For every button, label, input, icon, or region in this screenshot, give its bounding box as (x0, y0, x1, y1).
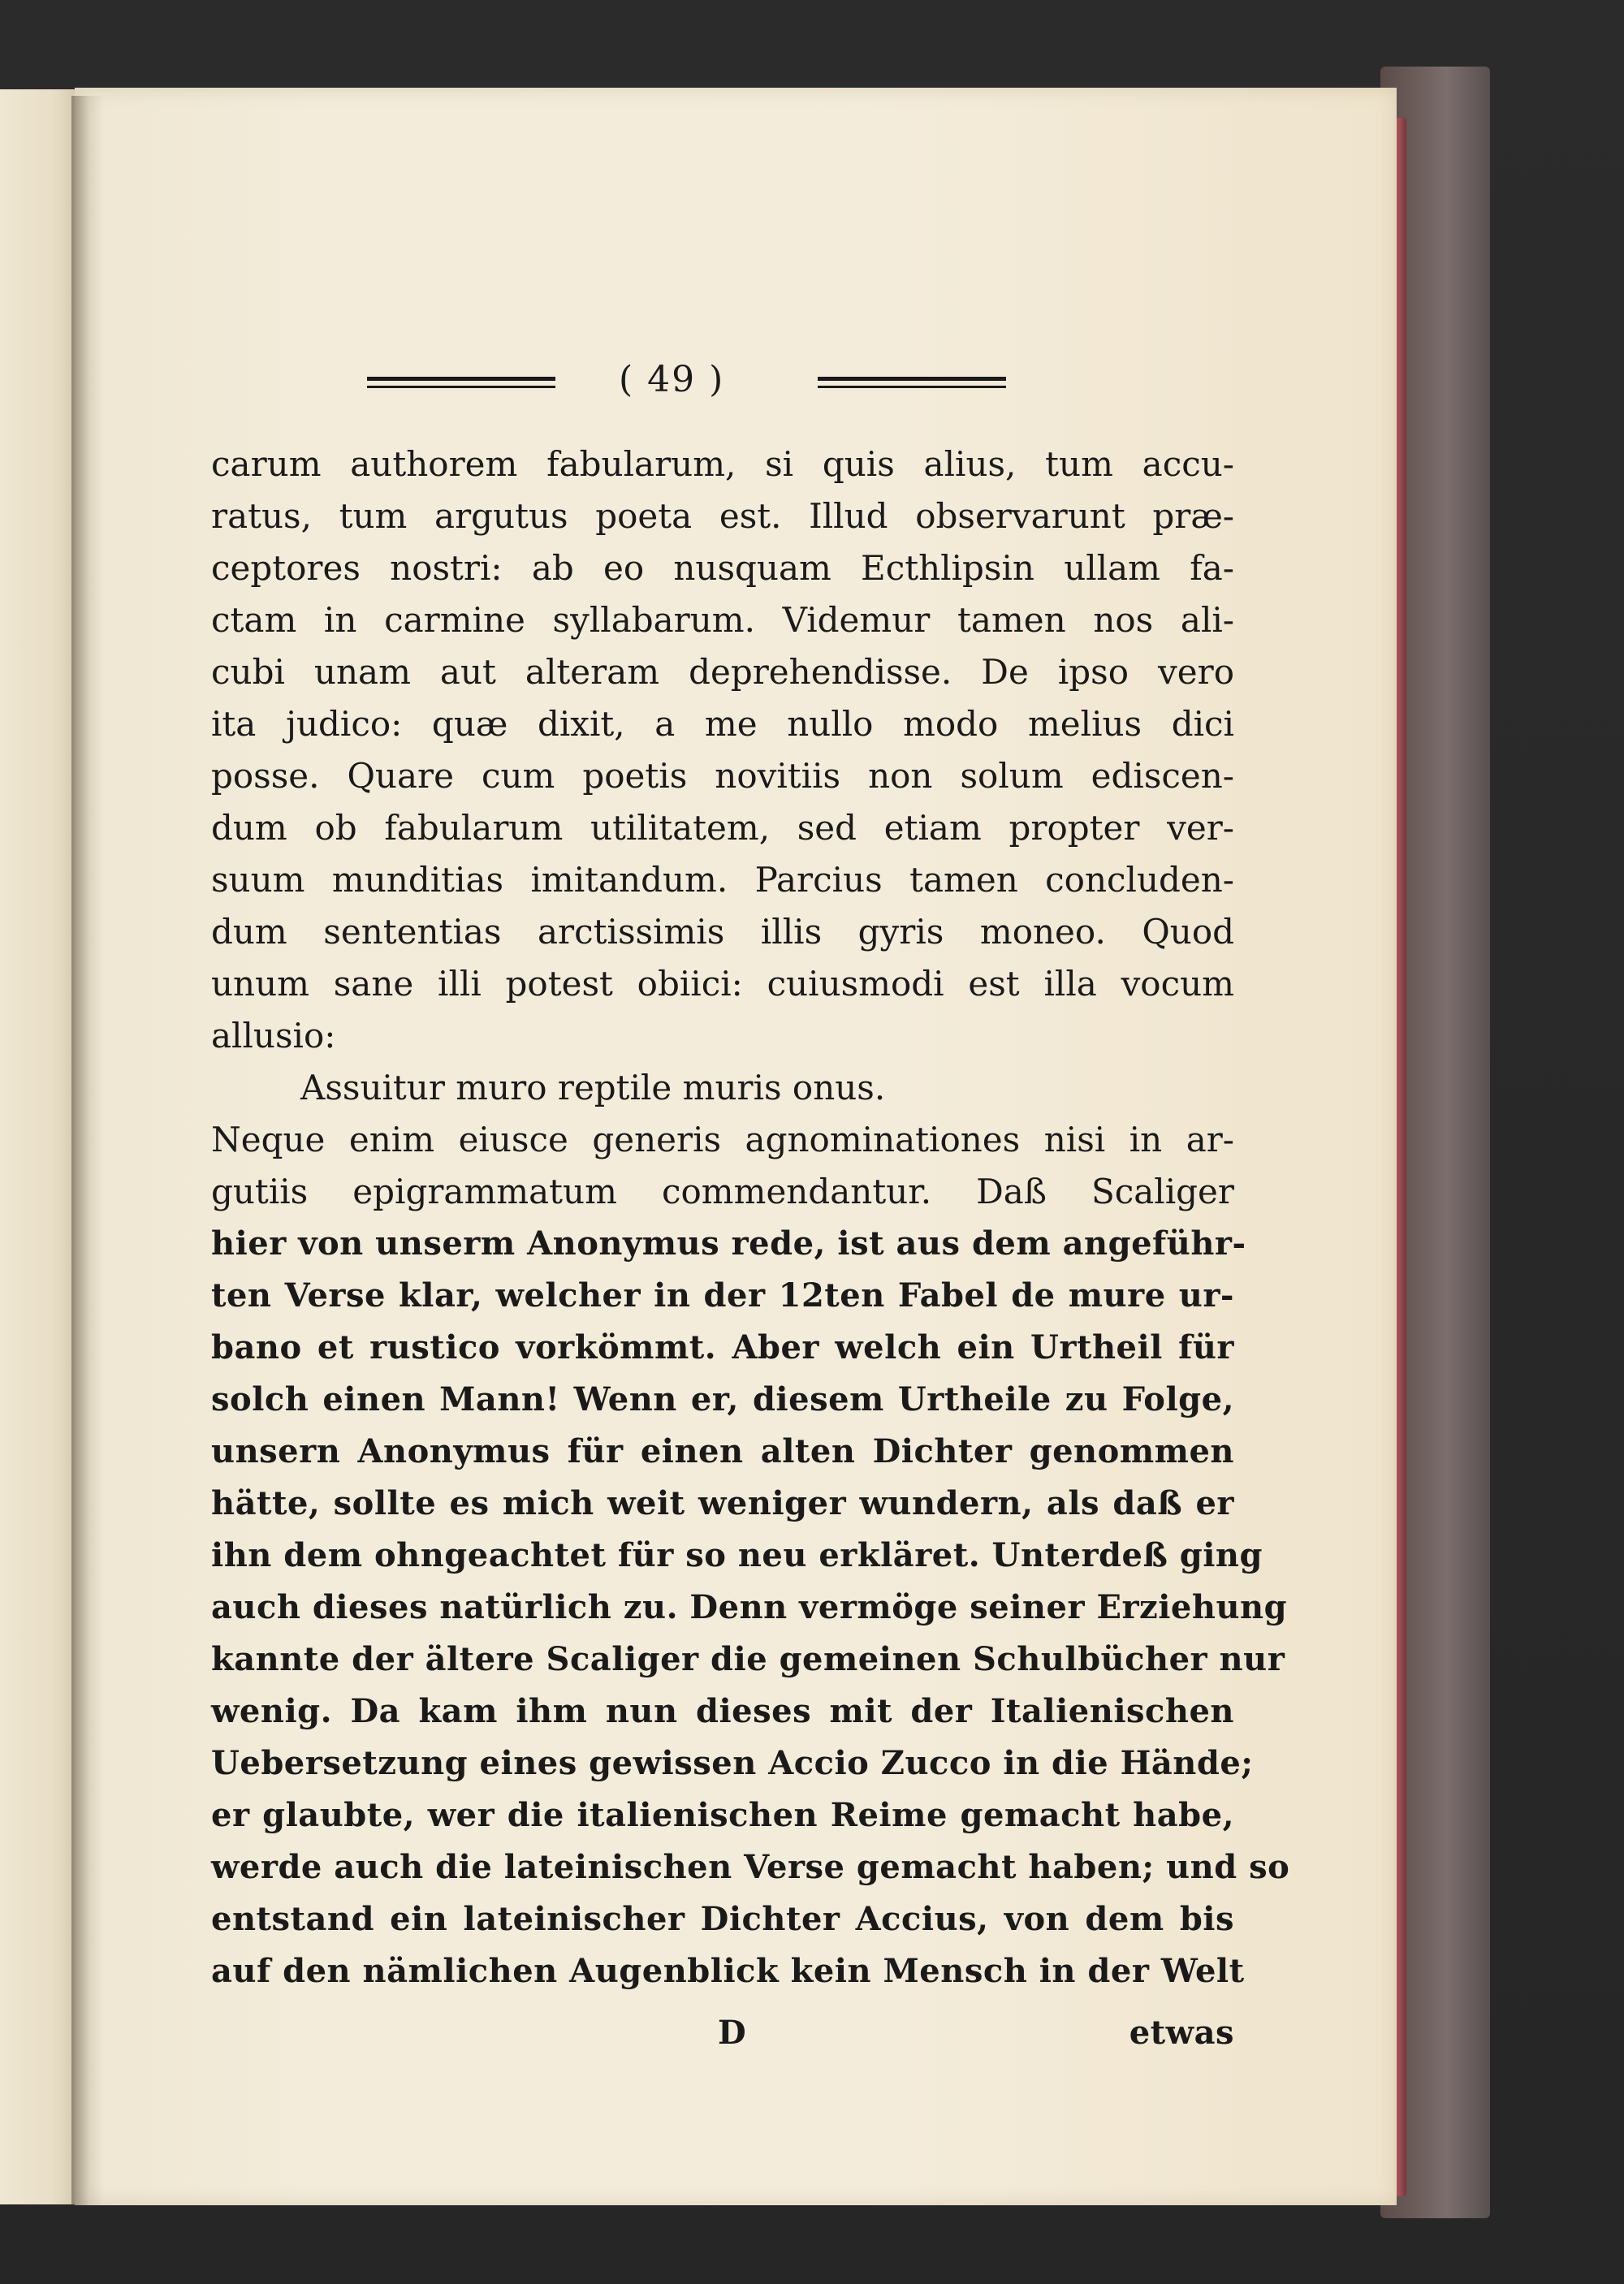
text-line: posse. Quare cum poetis novitiis non solum ediscen- (211, 756, 1234, 796)
fraktur-line: entstand ein lateinischer Dichter Accius, von dem bis (211, 1900, 1234, 1938)
header-rule-left (367, 377, 555, 388)
text-line: ratus, tum argutus poeta est. Illud observarunt præ- (211, 496, 1234, 536)
text-line: ctam in carmine syllabarum. Videmur tamen nos ali- (211, 600, 1234, 640)
fraktur-line: unsern Anonymus für einen alten Dichter genommen (211, 1432, 1234, 1470)
fraktur-line: er glaubte, wer die italienischen Reime gemacht habe, (211, 1796, 1234, 1834)
text-line: allusio: (211, 1016, 336, 1056)
page-footer (211, 2007, 1234, 2059)
text-line: unum sane illi potest obiici: cuiusmodi est illa vocum (211, 964, 1234, 1004)
fraktur-line: werde auch die lateinischen Verse gemacht haben; und so (211, 1848, 1290, 1886)
fraktur-line: kannte der ältere Scaliger die gemeinen Schulbücher nur (211, 1640, 1285, 1678)
text-line: carum authorem fabularum, si quis alius, tum accu- (211, 444, 1234, 484)
fraktur-line: Uebersetzung eines gewissen Accio Zucco in die Hände; (211, 1744, 1254, 1782)
page-header (75, 359, 1397, 404)
text-line: dum ob fabularum utilitatem, sed etiam propter ver- (211, 808, 1234, 848)
facing-page-edge (0, 89, 76, 2204)
fraktur-line: ihn dem ohngeachtet für so neu erkläret. Unterdeß ging (211, 1536, 1263, 1574)
page-number: ( 49 ) (619, 359, 725, 400)
text-line: ceptores nostri: ab eo nusquam Ecthlipsin ullam fa- (211, 548, 1234, 588)
header-rule-right (818, 377, 1006, 388)
catchword: etwas (1129, 2014, 1234, 2052)
fraktur-line: bano et rustico vorkömmt. Aber welch ein Urtheil für (211, 1328, 1234, 1367)
text-line: cubi unam aut alteram deprehendisse. De ipso vero (211, 652, 1234, 692)
fraktur-line: hier von unserm Anonymus rede, ist aus dem angeführ- (211, 1224, 1246, 1263)
fraktur-line: hätte, sollte es mich weit weniger wundern, als daß er (211, 1484, 1234, 1522)
text-line: suum munditias imitandum. Parcius tamen concluden- (211, 860, 1234, 900)
fraktur-line: wenig. Da kam ihm nun dieses mit der Italienischen (211, 1692, 1234, 1730)
text-line: gutiis epigrammatum commendantur. Daß Scaliger (211, 1172, 1234, 1211)
fraktur-line: solch einen Mann! Wenn er, diesem Urtheile zu Folge, (211, 1380, 1234, 1418)
text-line: Neque enim eiusce generis agnominationes nisi in ar- (211, 1120, 1234, 1159)
gutter-shadow (71, 96, 104, 2205)
fraktur-line: auch dieses natürlich zu. Denn vermöge seiner Erziehung (211, 1588, 1288, 1626)
text-line: dum sententias arctissimis illis gyris moneo. Quod (211, 912, 1234, 952)
fraktur-line: ten Verse klar, welcher in der 12ten Fabel de mure ur- (211, 1276, 1234, 1315)
text-body (211, 438, 1290, 1997)
signature-mark: D (718, 2014, 747, 2052)
text-line: ita judico: quæ dixit, a me nullo modo melius dici (211, 704, 1234, 744)
book-page (75, 88, 1397, 2205)
verse-quotation: Assuitur muro reptile muris onus. (300, 1068, 886, 1107)
fraktur-line: auf den nämlichen Augenblick kein Mensch in der Welt (211, 1952, 1245, 1990)
